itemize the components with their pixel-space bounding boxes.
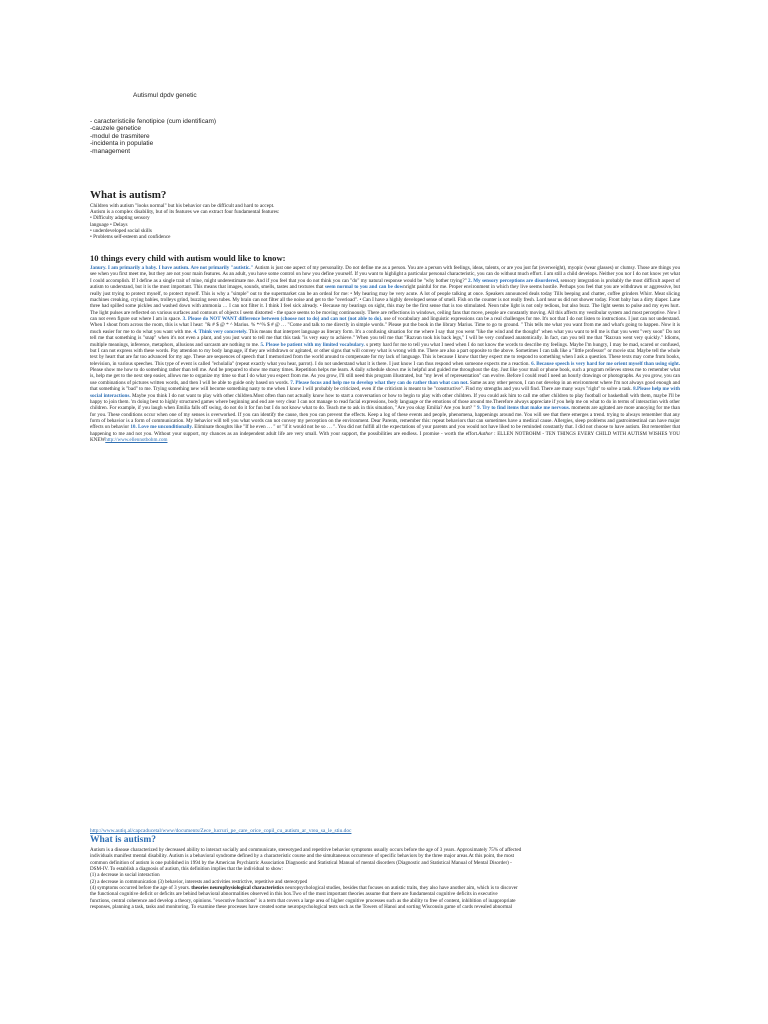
- body-text: s pretty hard for me to tell you what I need when I do not know the words to describe my feelings. Maybe I'm hungry, I may be mad, scared or confused, but I can not express with these words. Pay attention to my body language, if they are withdrawn or agitated, or other signs that will convey what is wrong with me. There are also a part opposite to the above. Sometimes I can talk like a "little professor" or movie star. Maybe tell the whole text by heart that are far too advanced for my age. These are sequences of speech that I memorized from the world around to compensate for my lack of language. This is because I know that they expect me to respond to something when I ask a question. These texts may come from books, television, in various speeches. This type of event is called "echolalia" (repeat exactly what you hear, parrot). I do not understand what it is there. I just know I can thus respond when someone expects me a reaction.: [90, 341, 680, 367]
- point-heading: 7. Please focus and help me to develop what they can do rather than what can not.: [290, 379, 469, 386]
- line-start: (4) symptoms occurred before the age of 3 years.: [90, 885, 192, 892]
- outline-item: -modul de trasmitere: [90, 132, 150, 140]
- body-text: moments are agitated are more annoying for me than for you. These conditions occur when one of my senses is overworked. If you can identify the cause, then you can prevent the effects. Keep a log of these events and people, phenomena, happenings around me. You will see that there emerges a trend. trying to always remember that any form of behavior is a form of communication. My behavior will tell you what words can not convey my perception on the environment. Dear Parents, remember this: repeat behaviors that can sometimes have a medical cause. Allergies, sleep problems and gastrointestinal can have major effects on behavior: [90, 405, 680, 431]
- body-text: use of vocabulary and linguistic expressions can be a real challenges for me. It's not that I do not listen to instructions. I just can not understand. When I shout from across the room, this is what I hear: "& # $ @ * ^ Marius. % *^% $ # @ … "Come and talk to me directly in simple words." Please put the book in the library Marius. Time to go to ground. " This tells me what you want from me and what's going to happen. Now it is much easier for me to do what you want with me.: [90, 316, 680, 335]
- point-heading: 8.Please help me with social interactions.: [90, 386, 680, 399]
- outline-list: [90, 118, 216, 155]
- point-heading: 3. Please do NOT WANT difference between (choose not to do) and can not (not able to do).: [182, 316, 383, 322]
- point-heading: 2. My sensory perceptions are disordered,: [468, 277, 560, 284]
- body-line: (2) a decrease in communication (3) behavior, interests and activities restrictive, repetitive and stereotyped: [90, 878, 308, 885]
- point-heading: 5. Please be patient with my limited vocabulary.: [260, 341, 365, 348]
- line-rest: neuropsychological studies, besides that focuses on autistic traits, they also have another aim, which is to discover: [285, 885, 518, 892]
- intro-line: language • Delays: [90, 221, 128, 228]
- source-document-link[interactable]: http://www.autiq.al/capcaducetal/www/documents/Zece_lucruri_pe_care_orice_copil_cu_autism_ar_vrea_sa_le_stiu.doc: [90, 828, 352, 834]
- bold-term: theories neurophysiological characteristics: [191, 885, 284, 892]
- highlighted-text: seem normal to you and can be dow: [324, 284, 404, 291]
- body-line: Autism is a disease characterized by decreased ability to interact socially and communicate, stereotyped and repetitive behavior symptoms usually occurs before the age of 3 years. Approximately 75% of affected: [90, 847, 522, 853]
- section-heading: What is autism?: [90, 189, 167, 201]
- point-heading: 4. Think very concretely.: [193, 328, 248, 335]
- ten-things-body: [90, 265, 680, 583]
- outline-item: - caracteristicile fenotipice (cum identificam): [90, 118, 217, 125]
- intro-line: Autism is a complex disability, but of its features we can extract four fundamental features:: [90, 209, 280, 216]
- author-credit: : ELLEN NOTBOHM - TEN THINGS EVERY CHILD WITH AUTISM WISHES YOU KNEW: [90, 430, 680, 444]
- point-heading: 9. Try to find items that make me nervous.: [477, 405, 570, 412]
- body-text: Please show me how to do something rather than tell me. And be prepared to show me many times. Repetition helps me learn. A daily schedule shows me is helpful and guided me throughout the day. Just like your mail or phone book, such a program relieves stress me to remember what is, help me get to the next step easier, allows me to organize my time so that I do what you expect from me. As you grow, I'll still need this program illustrated, but "my level of representation" can evolve. Before I could read I need an hourly drawings or photographs. As you grow, you can use combinations of pictures written words, and then I will be able to guide only based on words.: [90, 367, 680, 386]
- body-text: nright painful for me. Proper environment in which they live seems hostile. Perhaps you feel that you are withdrawn or aggressive, but really just trying to protect myself, to protect myself. This is why a "simple" out to the supermarket can be an ordeal for me: • My hearing may be very acute. A lot of people talking at once. Speakers announced deals today Tills beeping and chatter, coffee grinders Whirr. Meat slicing machines creaking, crying babies, trolleys grind, buzzing neon tubes. My brain can not filter all the noise and get to the "overload". • Can I have a highly developed sense of smell. Fish on the counter is not really fresh. Lord near us did not shower today. Front baby has a dirty diaper. Lane three had spilled some pickles and washed down with ammonia … I can not filter it. I think I feel sick already. • Because my bearings on sight, this may be the first sense that is too stimulated. Neon tube light is not only tedious, but also buzz. The light seems to pulse and my eyes hurt. The light pulses are reflected on various surfaces and contours of objects I seem distorted - the space seems to be moving continuously. There are reflections in windows, ceiling fans that move, people are constantly moving. All this affects my vestibular system and most perceptive. Now I can not even figure out where I am in space.: [90, 284, 680, 322]
- intro-line: • Difficulty adapting sensory: [90, 215, 150, 222]
- list-subheading: 10 things every child with autism would like to know:: [90, 253, 286, 263]
- section2-body: [90, 847, 680, 947]
- intro-line: • Problems self-esteem and confidence: [90, 234, 171, 241]
- body-line: functions, central coherence and develop a theory, opinions. "executive functions" is a term that covers a large area of higher cognitive processes such as the ability to free of content, inhibition of inappropriate: [90, 897, 516, 904]
- section2-heading: What is autism?: [90, 835, 156, 845]
- outline-item: -cauzele genetice: [90, 125, 141, 133]
- author-label: Author: [478, 430, 493, 437]
- point-heading: Janury. I am primarily a baby. I have autism. Are not primarily "autistic.": [90, 265, 254, 271]
- body-line: (1) a decrease in social interaction: [90, 872, 160, 879]
- outline-item: -management: [90, 147, 131, 155]
- point-heading: 10. Love me unconditionally.: [130, 424, 193, 431]
- body-text: Eliminate thoughts like "If he even … " or "if it would not be so … ". You did not fulfill all the expectations of your parents and you would not have liked to be reminded constantly that. I did not choose to have autism. But remember that happening to me and not you. Without your support, my chances as an independent adult life are very small. With your support, the possibilities are endless. I promise - worth the effort.: [90, 424, 680, 437]
- body-text: sensory integration is probably the most difficult aspect of autism to understand, but it is the most important. This means that images, sounds, smells, tastes and textures that: [90, 277, 680, 291]
- body-text: Maybe you think I do not want to play with other children.Most often than not actually know how to start a conversation or how to begin to play with other children. If you could ask him to call me other children to play football or basketball with them, maybe I'll be happy to join them. 'm doing best to highly structured games where beginning and end are very clear I can not manage to read facial expressions, body language or the emotions of those around me.Therefore always appreciate if you help me on what to do in terms of interaction with other children. For example, if you laugh when Emilia falls off swing, do not do it for fun but I do not know what to do. Teach me to ask in this situation, "Are you okay Emilia? Are you hurt? ": [90, 392, 680, 412]
- intro-line: • underdeveloped social skills: [90, 227, 152, 234]
- point-heading: 6. Because speech is very hard for me orient myself than using sight.: [531, 360, 680, 367]
- outline-item: -incidenta in populatie: [90, 140, 154, 148]
- body-line: individuals manifest mental disability. Autism is a behavioral syndrome defined by a characteristic course and the simultaneous occurrence of specific behaviors by the three major areas.At this point, the most: [90, 853, 515, 860]
- body-line: the functional cognitive deficit or deficits are behind behavioral abnormalities observed in this box.Two of the most important theories assume that there are fundamental cognitive deficits in executive: [90, 891, 498, 898]
- body-line: responses, planning a task, tasks and monitoring. To examine these processes have created some neuropsychological tests such as the Towers of Hanoi and sorting Wisconsin game of cards revealed abnormal: [90, 904, 513, 911]
- body-text: Autism is just one aspect of my personality. Do not define me as a person. You are a person with feelings, ideas, talents, or are you just fat (overweight), myopic (wear glasses) or clumsy. Those are things you see when you first meet me, but they are not your main features. As an adult, you have some control on how you define yourself. If you want to highlight a particular personal characteristic, you can do without much effort. I am still a child develops. Neither you nor I do not know yet what I could accomplish. If I define as a single trait of mine, might underestimate me. And if you feel that you do not think you can "do" my natural response would be "why bother trying?": [90, 265, 680, 284]
- intro-paragraph: [90, 203, 680, 240]
- body-text: Same as any other person, I can not develop in an environment where I'm not always good enough and that something is "bad" to me. Trying something new will become something nasty to me when I know I will probably be criticized, even if the criticism is meant to be "constructive". Find my strengths and you will find. There are many ways "right" to solve a task.: [90, 379, 680, 393]
- body-line: DSM-IV. To establish a diagnosis of autism, this definition implies that the individual to show:: [90, 866, 284, 873]
- document-title: Autismul dpdv genetic: [133, 92, 197, 99]
- body-text: This means that interpret language as literary form. It's a confusing situation for me where I say that you went "like the wind and the thought" when what you want to tell me is that you went "very soon" Do not tell me that something is "snap" when it's not even a plant, and you just want to tell me that this task "is very easy to achieve." When you tell me that "Razvan took his back legs," I will be very confused anatomically. In fact, can you tell me that "Razvan went very quickly." Idioms, multiple meanings, inference, metaphors, allusions and sarcasm are nothing to me.: [90, 328, 680, 348]
- intro-line: Children with autism "looks normal" but his behavior can be difficult and hard to accept.: [90, 203, 275, 209]
- author-website-link[interactable]: http://www.ellennotbohm.com: [105, 437, 168, 444]
- body-line: common definition of autism is one published in 1994 by the American Psychiatric Association Diagnostic and Statistical Manual of mental disorders (Diagnostic and Statistical Manual of Mental Disorder) -: [90, 859, 512, 866]
